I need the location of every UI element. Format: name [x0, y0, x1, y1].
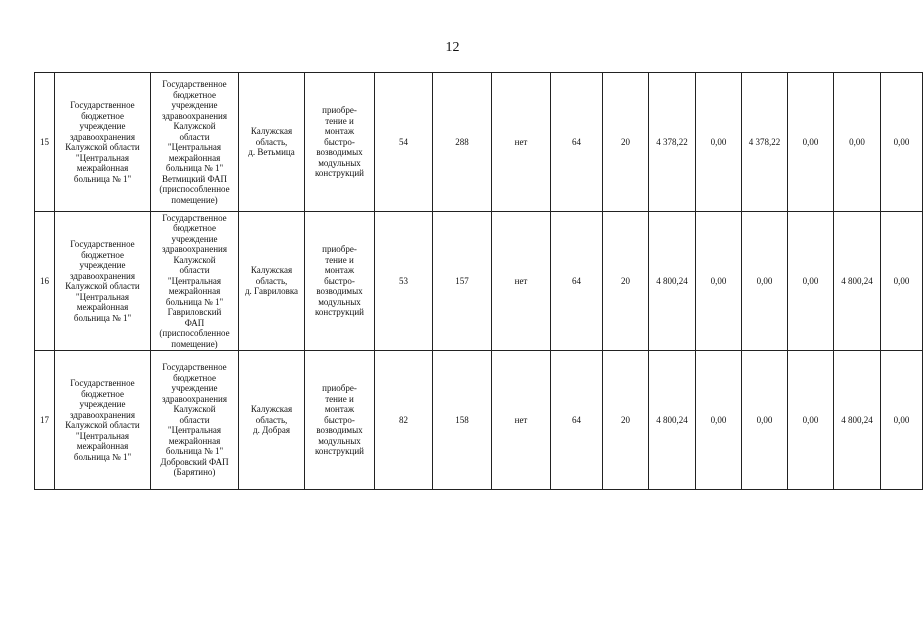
locality-line: д. Добрая	[253, 425, 290, 436]
org-line: больница № 1"	[73, 173, 132, 184]
facility-line: здравоохранения	[161, 110, 227, 121]
facility-line: Калужской	[173, 121, 216, 131]
facility-line: бюджетное	[173, 223, 216, 234]
funding-col-2: 0,00	[696, 212, 742, 351]
method-line: модульных	[318, 296, 361, 307]
facility-line: Гавриловский	[167, 307, 222, 318]
funding-col-5: 4 800,24	[834, 351, 881, 490]
method-line: тение и	[325, 254, 354, 265]
availability-value: нет	[492, 351, 551, 490]
org-line: бюджетное	[81, 110, 124, 121]
facility-line: Государственное	[162, 79, 227, 89]
parameter-b-value: 20	[603, 212, 649, 351]
parameter-a-value: 64	[551, 351, 603, 490]
population-value: 288	[433, 73, 492, 212]
facility-line: здравоохранения	[161, 244, 227, 255]
facility-cell	[151, 212, 239, 351]
facility-line: Государственное	[162, 212, 227, 223]
facility-line: Ветмицкий ФАП	[161, 173, 228, 184]
facility-line: Калужской	[173, 254, 216, 265]
facility-line: больница № 1"	[165, 163, 224, 173]
facility-line: межрайонная	[168, 435, 221, 446]
org-cell	[55, 73, 151, 212]
org-line: межрайонная	[76, 441, 129, 451]
facility-line: бюджетное	[173, 89, 216, 100]
funding-col-2: 0,00	[696, 351, 742, 490]
table-row	[35, 351, 923, 490]
org-line: бюджетное	[81, 388, 124, 399]
locality-line: Калужская	[250, 265, 293, 276]
org-line: "Центральная	[75, 291, 130, 302]
parameter-a-value: 64	[551, 212, 603, 351]
funding-total: 4 800,24	[649, 212, 696, 351]
locality-line: область,	[255, 275, 288, 286]
locality-line: д. Ветьмица	[248, 147, 295, 158]
locality-line: область,	[255, 414, 288, 425]
facility-line: "Центральная	[167, 142, 222, 152]
org-line: межрайонная	[76, 163, 129, 173]
facility-line: ФАП	[184, 317, 205, 328]
parameter-a-value: 64	[551, 73, 603, 212]
funding-col-2: 0,00	[696, 73, 742, 212]
funding-col-6: 0,00	[881, 351, 923, 490]
method-line: конструкций	[315, 168, 364, 179]
facility-cell	[151, 351, 239, 490]
locality-line: область,	[255, 136, 288, 147]
funding-col-4: 0,00	[788, 73, 834, 212]
org-line: "Центральная	[75, 430, 130, 441]
facility-line: области	[179, 265, 210, 276]
row-index: 17	[35, 351, 55, 490]
funding-total: 4 800,24	[649, 351, 696, 490]
funding-col-3: 0,00	[742, 212, 788, 351]
table-body	[35, 73, 923, 490]
facility-line: межрайонная	[168, 152, 221, 163]
facility-line: бюджетное	[173, 372, 216, 383]
method-line: возводимых	[316, 286, 363, 297]
method-line: тение и	[325, 115, 354, 126]
parameter-b-value: 20	[603, 73, 649, 212]
org-line: здравоохранения	[69, 409, 135, 420]
table-row	[35, 212, 923, 351]
facility-line: области	[179, 414, 210, 425]
facility-line: учреждение	[171, 233, 218, 244]
population-value: 158	[433, 351, 492, 490]
funding-col-6: 0,00	[881, 73, 923, 212]
method-line: приобре-	[322, 105, 357, 116]
row-index: 15	[35, 73, 55, 212]
facility-line: учреждение	[171, 100, 218, 110]
page-number: 12	[445, 40, 460, 55]
facility-line: "Центральная	[167, 425, 222, 436]
org-cell	[55, 351, 151, 490]
locality-cell	[239, 212, 305, 351]
org-line: межрайонная	[76, 302, 129, 312]
method-line: приобре-	[322, 383, 357, 394]
method-cell	[305, 73, 375, 212]
org-line: Государственное	[70, 378, 135, 388]
facility-line: помещение)	[171, 194, 218, 205]
funding-col-6: 0,00	[881, 212, 923, 351]
area-value: 82	[375, 351, 433, 490]
org-line: Государственное	[70, 239, 135, 249]
org-line: больница № 1"	[73, 312, 132, 323]
org-line: Государственное	[70, 100, 135, 110]
method-line: приобре-	[322, 244, 357, 255]
method-cell	[305, 351, 375, 490]
row-index: 16	[35, 212, 55, 351]
facility-line: учреждение	[171, 383, 218, 394]
area-value: 54	[375, 73, 433, 212]
org-line: бюджетное	[81, 249, 124, 260]
org-line: Калужской области	[65, 142, 140, 152]
org-line: учреждение	[79, 260, 126, 270]
availability-value: нет	[492, 73, 551, 212]
facility-cell	[151, 73, 239, 212]
method-cell	[305, 212, 375, 351]
locality-line: Калужская	[250, 404, 293, 415]
facility-line: Государственное	[162, 362, 227, 373]
facility-line: больница № 1"	[165, 296, 224, 307]
method-line: быстро-	[324, 136, 355, 147]
funding-col-5: 4 800,24	[834, 212, 881, 351]
org-line: Калужской области	[65, 420, 140, 430]
locality-line: Калужская	[250, 126, 293, 137]
funding-col-3: 0,00	[742, 351, 788, 490]
method-line: монтаж	[324, 404, 355, 415]
method-line: монтаж	[324, 265, 355, 276]
facility-line: Калужской	[173, 404, 216, 415]
facility-line: области	[179, 131, 210, 142]
org-cell	[55, 212, 151, 351]
method-line: тение и	[325, 393, 354, 404]
locality-cell	[239, 73, 305, 212]
org-line: здравоохранения	[69, 131, 135, 142]
method-line: модульных	[318, 157, 361, 168]
method-line: конструкций	[315, 446, 364, 457]
org-line: учреждение	[79, 399, 126, 409]
locality-line: д. Гавриловка	[244, 286, 299, 297]
facility-line: больница № 1"	[165, 446, 224, 457]
method-line: быстро-	[324, 275, 355, 286]
locality-cell	[239, 351, 305, 490]
org-line: здравоохранения	[69, 270, 135, 281]
facility-line: межрайонная	[168, 286, 221, 297]
org-line: больница № 1"	[73, 451, 132, 462]
org-line: "Центральная	[75, 152, 130, 163]
method-line: возводимых	[316, 425, 363, 436]
availability-value: нет	[492, 212, 551, 351]
facility-line: (Барятино)	[173, 467, 216, 478]
funding-col-4: 0,00	[788, 351, 834, 490]
method-line: монтаж	[324, 126, 355, 137]
funding-col-3: 4 378,22	[742, 73, 788, 212]
method-line: быстро-	[324, 414, 355, 425]
org-line: Калужской области	[65, 281, 140, 291]
method-line: модульных	[318, 435, 361, 446]
funding-col-4: 0,00	[788, 212, 834, 351]
table-row	[35, 73, 923, 212]
facility-line: (приспособленное	[159, 328, 230, 339]
parameter-b-value: 20	[603, 351, 649, 490]
area-value: 53	[375, 212, 433, 351]
method-line: конструкций	[315, 307, 364, 318]
facilities-table	[34, 72, 923, 490]
facility-line: (приспособленное	[159, 184, 230, 194]
funding-total: 4 378,22	[649, 73, 696, 212]
facility-line: здравоохранения	[161, 393, 227, 404]
facility-line: Добровский ФАП	[160, 456, 229, 467]
method-line: возводимых	[316, 147, 363, 158]
facility-line: "Центральная	[167, 275, 222, 286]
org-line: учреждение	[79, 121, 126, 131]
population-value: 157	[433, 212, 492, 351]
funding-col-5: 0,00	[834, 73, 881, 212]
facility-line: помещение)	[171, 338, 218, 349]
